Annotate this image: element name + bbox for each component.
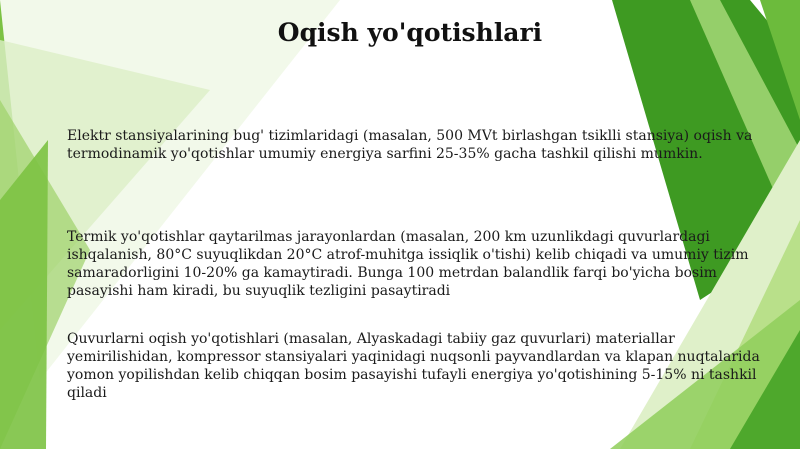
paragraph-2: Termik yo'qotishlar qaytarilmas jarayonlardan (masalan, 200 km uzunlikdagi quvurlardagi ishqalanish, 80°C suyuqlikdan 20°C atrof-muhitga issiqlik o'tishi) kelib chiqadi va umumiy tizim samaradorligini 10-20% ga kamaytiradi. Bunga 100 metrdan balandlik farqi bo'yicha bosim pasayishi ham kiradi, bu suyuqlik tezligini pasaytiradi <box>67 229 749 299</box>
paragraph-3: Quvurlarni oqish yo'qotishlari (masalan, Alyaskadagi tabiiy gaz quvurlari) materiallar yemirilishidan, kompressor stansiyalari yaqinidagi nuqsonli payvandlardan va klapan nuqtalarida yomon yopilishdan kelib chiqqan bosim pasayishi tufayli energiya yo'qotishining 5-15% ni tashkil qiladi <box>67 331 760 401</box>
slide-title: Oqish yo'qotishlari <box>277 18 543 47</box>
paragraph-1: Elektr stansiyalarining bug' tizimlaridagi (masalan, 500 MVt birlashgan tsiklli stansiya) oqish va termodinamik yo'qotishlar umumiy energiya sarfini 25-35% gacha tashkil qilishi mumkin. <box>67 128 753 162</box>
